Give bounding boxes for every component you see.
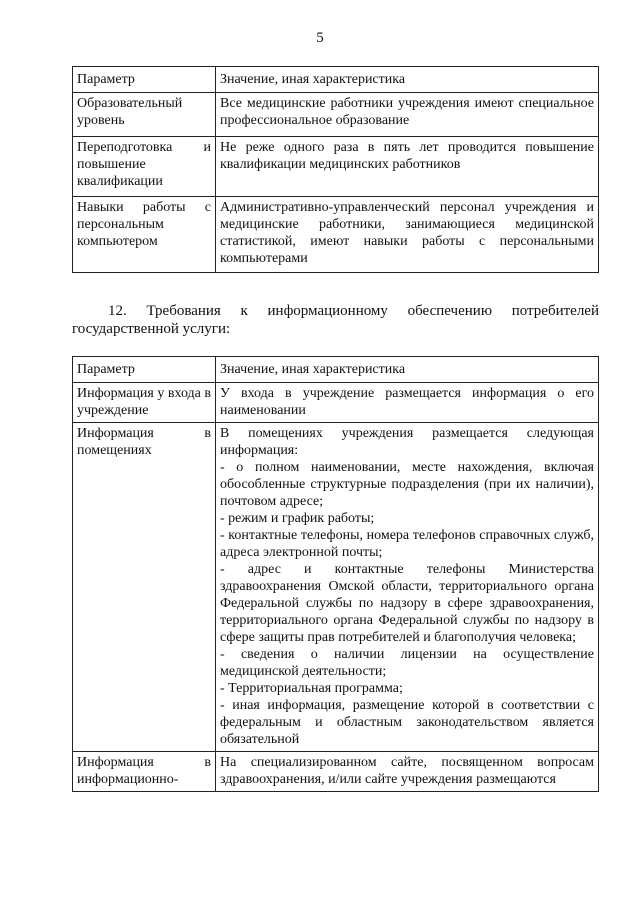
table-row (73, 197, 599, 273)
table-row (73, 752, 599, 792)
table-row (73, 423, 599, 752)
page-number: 5 (316, 30, 324, 46)
list-item: - режим и график работы; (220, 511, 375, 526)
information-requirements-table (72, 356, 599, 792)
list-item: - о полном наименовании, месте нахождения, включая обособленные структурные подразделения (при их наличии), почтовом адресе; (220, 460, 594, 509)
list-item: - адрес и контактные телефоны Министерства здравоохранения Омской области, территориального органа Федеральной службы по надзору в сфере здравоохранения, территориального органа Федеральной службы по надзору в сфере защиты прав потребителей и благополучия человека; (220, 562, 594, 645)
table-row (73, 137, 599, 197)
param-cell: Образовательный уровень (73, 93, 216, 137)
value-cell: Все медицинские работники учреждения имеют специальное профессиональное образование (216, 93, 599, 137)
list-item: - сведения о наличии лицензии на осуществление медицинской деятельности; (220, 647, 594, 679)
header-param: Параметр (73, 67, 216, 93)
section-12-heading: 12. Требования к информационному обеспечению потребителей государственной услуги: (72, 303, 599, 337)
param-cell: Информация в помещениях (73, 423, 216, 752)
value-cell: У входа в учреждение размещается информация о его наименовании (216, 383, 599, 423)
value-cell: Административно-управленческий персонал учреждения и медицинские работники, занимающиеся медицинской статистикой, имеют навыки работы с персональными компьютерами (216, 197, 599, 273)
param-cell: Переподготовка и повышение квалификации (73, 137, 216, 197)
value-cell (216, 423, 599, 752)
table-header-row (73, 67, 599, 93)
list-item: - иная информация, размещение которой в соответствии с федеральным и областным законодательством является обязательной (220, 698, 594, 747)
header-param: Параметр (73, 357, 216, 383)
staff-requirements-table (72, 66, 599, 273)
info-intro: В помещениях учреждения размещается следующая информация: (220, 426, 594, 458)
list-item: - контактные телефоны, номера телефонов справочных служб, адреса электронной почты; (220, 528, 594, 560)
table-row (73, 383, 599, 423)
header-value: Значение, иная характеристика (216, 357, 599, 383)
value-cell: Не реже одного раза в пять лет проводится повышение квалификации медицинских работников (216, 137, 599, 197)
param-cell: Информация в информационно- (73, 752, 216, 792)
table-header-row (73, 357, 599, 383)
param-cell: Информация у входа в учреждение (73, 383, 216, 423)
value-cell: На специализированном сайте, посвященном вопросам здравоохранения, и/или сайте учреждения размещаются (216, 752, 599, 792)
header-value: Значение, иная характеристика (216, 67, 599, 93)
list-item: - Территориальная программа; (220, 681, 403, 696)
table-row (73, 93, 599, 137)
param-cell: Навыки работы с персональным компьютером (73, 197, 216, 273)
